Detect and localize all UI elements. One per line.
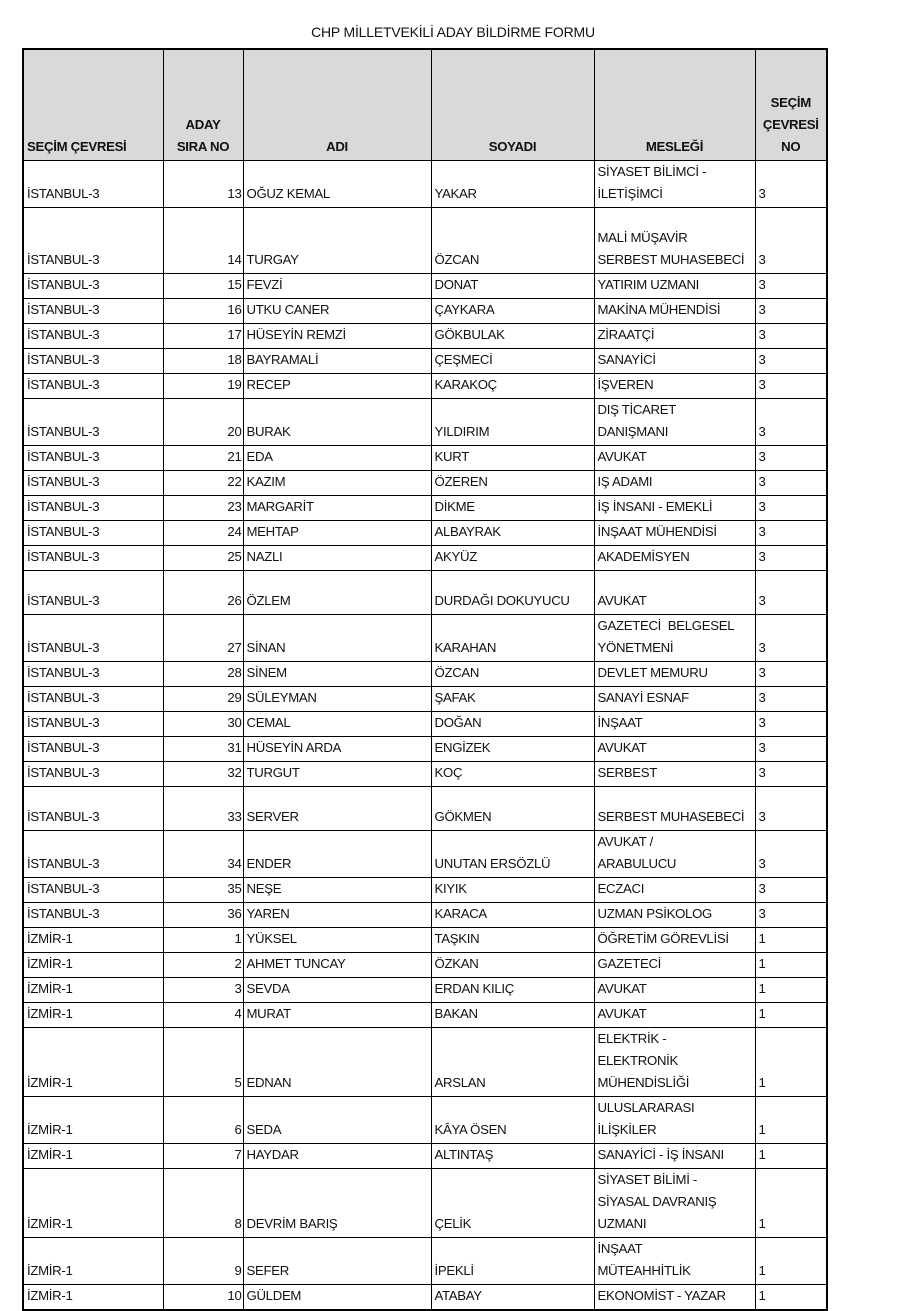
cell-soyadi: DONAT <box>431 274 594 299</box>
cell-secim-cevresi: İZMİR-1 <box>23 1169 163 1238</box>
cell-soyadi: ÖZKAN <box>431 953 594 978</box>
cell-aday-sira-no: 7 <box>163 1144 243 1169</box>
table-row <box>23 324 827 349</box>
table-row <box>23 1169 827 1238</box>
cell-aday-sira-no: 8 <box>163 1169 243 1238</box>
cell-secim-cevresi-no: 1 <box>755 1285 827 1311</box>
cell-soyadi: ALTINTAŞ <box>431 1144 594 1169</box>
cell-secim-cevresi: İSTANBUL-3 <box>23 787 163 831</box>
cell-secim-cevresi: İSTANBUL-3 <box>23 324 163 349</box>
cell-meslegi <box>594 1285 755 1311</box>
cell-aday-sira-no: 25 <box>163 546 243 571</box>
cell-adi: YAREN <box>243 903 431 928</box>
cell-secim-cevresi-no: 3 <box>755 687 827 712</box>
header-soyadi: SOYADI <box>431 49 594 161</box>
cell-secim-cevresi-no: 1 <box>755 1028 827 1097</box>
table-row <box>23 1238 827 1285</box>
cell-meslegi <box>594 737 755 762</box>
cell-meslegi <box>594 161 755 208</box>
meslek-line: YATIRIM UZMANI <box>597 277 700 292</box>
cell-adi: MARGARİT <box>243 496 431 521</box>
cell-adi: SEFER <box>243 1238 431 1285</box>
cell-meslegi <box>594 521 755 546</box>
table-row <box>23 831 827 878</box>
cell-adi: HÜSEYİN ARDA <box>243 737 431 762</box>
meslek-line: SANAYİCİ <box>597 352 656 367</box>
cell-aday-sira-no: 34 <box>163 831 243 878</box>
cell-secim-cevresi-no: 3 <box>755 324 827 349</box>
cell-secim-cevresi: İZMİR-1 <box>23 978 163 1003</box>
meslek-line: SİYASET BİLİMCİ - <box>597 164 707 179</box>
cell-meslegi <box>594 324 755 349</box>
cell-aday-sira-no: 4 <box>163 1003 243 1028</box>
table-row <box>23 615 827 662</box>
cell-adi: HÜSEYİN REMZİ <box>243 324 431 349</box>
cell-secim-cevresi-no: 3 <box>755 878 827 903</box>
cell-soyadi: KÂYA ÖSEN <box>431 1097 594 1144</box>
cell-meslegi <box>594 496 755 521</box>
cell-secim-cevresi: İSTANBUL-3 <box>23 299 163 324</box>
cell-soyadi: KARAKOÇ <box>431 374 594 399</box>
cell-secim-cevresi: İSTANBUL-3 <box>23 762 163 787</box>
cell-aday-sira-no: 30 <box>163 712 243 737</box>
cell-secim-cevresi-no: 3 <box>755 903 827 928</box>
meslek-line: AVUKAT <box>597 449 647 464</box>
cell-secim-cevresi: İSTANBUL-3 <box>23 831 163 878</box>
cell-adi: EDA <box>243 446 431 471</box>
cell-soyadi: KARACA <box>431 903 594 928</box>
cell-secim-cevresi: İSTANBUL-3 <box>23 546 163 571</box>
cell-secim-cevresi: İSTANBUL-3 <box>23 496 163 521</box>
table-row <box>23 399 827 446</box>
table-row <box>23 471 827 496</box>
cell-secim-cevresi: İZMİR-1 <box>23 928 163 953</box>
cell-secim-cevresi: İSTANBUL-3 <box>23 446 163 471</box>
cell-soyadi: ÇEŞMECİ <box>431 349 594 374</box>
cell-secim-cevresi-no: 3 <box>755 712 827 737</box>
cell-secim-cevresi-no: 3 <box>755 737 827 762</box>
cell-meslegi <box>594 953 755 978</box>
cell-meslegi <box>594 446 755 471</box>
table-row <box>23 878 827 903</box>
cell-soyadi: ERDAN KILIÇ <box>431 978 594 1003</box>
cell-aday-sira-no: 33 <box>163 787 243 831</box>
cell-secim-cevresi-no: 3 <box>755 571 827 615</box>
cell-soyadi: DOĞAN <box>431 712 594 737</box>
meslek-line: ZİRAATÇİ <box>597 327 655 342</box>
cell-meslegi <box>594 299 755 324</box>
cell-aday-sira-no: 20 <box>163 399 243 446</box>
cell-secim-cevresi: İSTANBUL-3 <box>23 571 163 615</box>
table-row <box>23 1097 827 1144</box>
table-row <box>23 496 827 521</box>
cell-secim-cevresi: İZMİR-1 <box>23 1144 163 1169</box>
cell-secim-cevresi-no: 3 <box>755 274 827 299</box>
cell-meslegi <box>594 571 755 615</box>
cell-secim-cevresi-no: 1 <box>755 928 827 953</box>
cell-meslegi <box>594 1169 755 1238</box>
cell-adi: BURAK <box>243 399 431 446</box>
cell-secim-cevresi-no: 1 <box>755 1144 827 1169</box>
cell-adi: SİNAN <box>243 615 431 662</box>
meslek-line: AVUKAT / <box>597 834 653 849</box>
cell-soyadi: ÖZEREN <box>431 471 594 496</box>
meslek-line: MÜTEAHHİTLİK <box>597 1263 691 1278</box>
cell-soyadi: KIYIK <box>431 878 594 903</box>
cell-secim-cevresi-no: 1 <box>755 978 827 1003</box>
meslek-line: SERBEST MUHASEBECİ <box>597 809 745 824</box>
meslek-line: EKONOMİST - YAZAR <box>597 1288 726 1303</box>
meslek-line: IŞ ADAMI <box>597 474 653 489</box>
cell-secim-cevresi-no: 3 <box>755 349 827 374</box>
cell-meslegi <box>594 349 755 374</box>
cell-soyadi: ŞAFAK <box>431 687 594 712</box>
meslek-line: AVUKAT <box>597 981 647 996</box>
cell-soyadi: GÖKBULAK <box>431 324 594 349</box>
cell-soyadi: ENGİZEK <box>431 737 594 762</box>
cell-secim-cevresi-no: 3 <box>755 299 827 324</box>
meslek-line: İŞVEREN <box>597 377 654 392</box>
meslek-line: SİYASET BİLİMİ - <box>597 1172 698 1187</box>
cell-meslegi <box>594 374 755 399</box>
table-row <box>23 349 827 374</box>
cell-adi: NAZLI <box>243 546 431 571</box>
cell-aday-sira-no: 36 <box>163 903 243 928</box>
meslek-line: MAKİNA MÜHENDİSİ <box>597 302 721 317</box>
cell-adi: YÜKSEL <box>243 928 431 953</box>
cell-secim-cevresi-no: 3 <box>755 471 827 496</box>
cell-meslegi <box>594 1144 755 1169</box>
cell-meslegi <box>594 399 755 446</box>
cell-meslegi <box>594 471 755 496</box>
cell-adi: TURGAY <box>243 208 431 274</box>
cell-aday-sira-no: 2 <box>163 953 243 978</box>
meslek-line: İLİŞKİLER <box>597 1122 657 1137</box>
cell-aday-sira-no: 26 <box>163 571 243 615</box>
cell-secim-cevresi-no: 1 <box>755 953 827 978</box>
cell-secim-cevresi: İZMİR-1 <box>23 1238 163 1285</box>
header-aday-sira-no: ADAY SIRA NO <box>163 49 243 161</box>
cell-secim-cevresi-no: 1 <box>755 1169 827 1238</box>
cell-secim-cevresi-no: 3 <box>755 161 827 208</box>
cell-meslegi <box>594 928 755 953</box>
cell-aday-sira-no: 19 <box>163 374 243 399</box>
header-secim-cevresi-no: SEÇİM ÇEVRESİ NO <box>755 49 827 161</box>
cell-soyadi: KURT <box>431 446 594 471</box>
meslek-line: İŞ İNSANI - EMEKLİ <box>597 499 713 514</box>
header-secim-cevresi: SEÇİM ÇEVRESİ <box>23 49 163 161</box>
cell-meslegi <box>594 1003 755 1028</box>
candidate-table <box>22 48 828 1311</box>
meslek-line: ECZACI <box>597 881 645 896</box>
cell-adi: SERVER <box>243 787 431 831</box>
table-body <box>23 161 827 1311</box>
cell-adi: EDNAN <box>243 1028 431 1097</box>
table-row <box>23 903 827 928</box>
cell-aday-sira-no: 9 <box>163 1238 243 1285</box>
cell-meslegi <box>594 208 755 274</box>
cell-adi: BAYRAMALİ <box>243 349 431 374</box>
cell-soyadi: YILDIRIM <box>431 399 594 446</box>
cell-secim-cevresi-no: 3 <box>755 546 827 571</box>
cell-secim-cevresi-no: 1 <box>755 1097 827 1144</box>
meslek-line: MÜHENDİSLİĞİ <box>597 1075 690 1090</box>
cell-adi: MURAT <box>243 1003 431 1028</box>
cell-soyadi: ALBAYRAK <box>431 521 594 546</box>
meslek-line: DIŞ TİCARET <box>597 402 677 417</box>
cell-meslegi <box>594 546 755 571</box>
cell-secim-cevresi-no: 3 <box>755 374 827 399</box>
table-row <box>23 1003 827 1028</box>
cell-secim-cevresi: İSTANBUL-3 <box>23 737 163 762</box>
meslek-line: ULUSLARARASI <box>597 1100 695 1115</box>
meslek-line: ELEKTRİK - <box>597 1031 667 1046</box>
cell-soyadi: KARAHAN <box>431 615 594 662</box>
cell-secim-cevresi: İSTANBUL-3 <box>23 349 163 374</box>
cell-soyadi: TAŞKIN <box>431 928 594 953</box>
cell-aday-sira-no: 22 <box>163 471 243 496</box>
cell-meslegi <box>594 978 755 1003</box>
meslek-line: AVUKAT <box>597 740 647 755</box>
cell-secim-cevresi: İSTANBUL-3 <box>23 615 163 662</box>
cell-aday-sira-no: 17 <box>163 324 243 349</box>
cell-meslegi <box>594 831 755 878</box>
cell-adi: HAYDAR <box>243 1144 431 1169</box>
table-row <box>23 928 827 953</box>
cell-soyadi: ÇELİK <box>431 1169 594 1238</box>
cell-meslegi <box>594 1028 755 1097</box>
meslek-line: İLETİŞİMCİ <box>597 186 663 201</box>
cell-secim-cevresi: İSTANBUL-3 <box>23 662 163 687</box>
table-row <box>23 953 827 978</box>
header-adi: ADI <box>243 49 431 161</box>
table-row <box>23 299 827 324</box>
table-row <box>23 521 827 546</box>
meslek-line: İNŞAAT MÜHENDİSİ <box>597 524 717 539</box>
cell-secim-cevresi: İSTANBUL-3 <box>23 374 163 399</box>
table-row <box>23 712 827 737</box>
cell-adi: SEDA <box>243 1097 431 1144</box>
cell-secim-cevresi: İSTANBUL-3 <box>23 399 163 446</box>
meslek-line: DANIŞMANI <box>597 424 669 439</box>
cell-adi: OĞUZ KEMAL <box>243 161 431 208</box>
meslek-line: DEVLET MEMURU <box>597 665 708 680</box>
cell-secim-cevresi: İSTANBUL-3 <box>23 712 163 737</box>
cell-meslegi <box>594 615 755 662</box>
cell-meslegi <box>594 878 755 903</box>
cell-aday-sira-no: 32 <box>163 762 243 787</box>
cell-secim-cevresi: İSTANBUL-3 <box>23 521 163 546</box>
meslek-line: SANAYİ ESNAF <box>597 690 689 705</box>
cell-soyadi: AKYÜZ <box>431 546 594 571</box>
meslek-line: GAZETECİ <box>597 956 662 971</box>
table-row <box>23 161 827 208</box>
cell-secim-cevresi-no: 3 <box>755 762 827 787</box>
header-row <box>23 49 827 161</box>
cell-secim-cevresi-no: 3 <box>755 446 827 471</box>
cell-adi: UTKU CANER <box>243 299 431 324</box>
meslek-line: SERBEST MUHASEBECİ <box>597 252 745 267</box>
cell-soyadi: UNUTAN ERSÖZLÜ <box>431 831 594 878</box>
cell-adi: TURGUT <box>243 762 431 787</box>
cell-soyadi: DURDAĞI DOKUYUCU <box>431 571 594 615</box>
cell-adi: FEVZİ <box>243 274 431 299</box>
cell-secim-cevresi: İZMİR-1 <box>23 1003 163 1028</box>
table-row <box>23 1285 827 1311</box>
cell-secim-cevresi-no: 3 <box>755 521 827 546</box>
table-row <box>23 274 827 299</box>
meslek-line: YÖNETMENİ <box>597 640 674 655</box>
meslek-line: GAZETECİ BELGESEL <box>597 618 735 633</box>
cell-meslegi <box>594 712 755 737</box>
meslek-line: SERBEST <box>597 765 657 780</box>
meslek-line: UZMAN PSİKOLOG <box>597 906 713 921</box>
form-title: CHP MİLLETVEKİLİ ADAY BİLDİRME FORMU <box>311 24 595 40</box>
cell-secim-cevresi: İZMİR-1 <box>23 953 163 978</box>
cell-aday-sira-no: 16 <box>163 299 243 324</box>
cell-meslegi <box>594 1097 755 1144</box>
cell-secim-cevresi-no: 3 <box>755 399 827 446</box>
table-row <box>23 546 827 571</box>
cell-adi: ENDER <box>243 831 431 878</box>
cell-secim-cevresi: İSTANBUL-3 <box>23 274 163 299</box>
meslek-line: MALİ MÜŞAVİR <box>597 230 688 245</box>
cell-aday-sira-no: 31 <box>163 737 243 762</box>
cell-secim-cevresi: İSTANBUL-3 <box>23 878 163 903</box>
cell-secim-cevresi-no: 3 <box>755 496 827 521</box>
meslek-line: AVUKAT <box>597 593 647 608</box>
cell-soyadi: KOÇ <box>431 762 594 787</box>
cell-aday-sira-no: 18 <box>163 349 243 374</box>
meslek-line: ÖĞRETİM GÖREVLİSİ <box>597 931 729 946</box>
cell-soyadi: DİKME <box>431 496 594 521</box>
cell-aday-sira-no: 10 <box>163 1285 243 1311</box>
cell-aday-sira-no: 15 <box>163 274 243 299</box>
cell-meslegi <box>594 762 755 787</box>
cell-soyadi: GÖKMEN <box>431 787 594 831</box>
cell-meslegi <box>594 662 755 687</box>
meslek-line: İNŞAAT <box>597 1241 643 1256</box>
table-row <box>23 662 827 687</box>
cell-aday-sira-no: 5 <box>163 1028 243 1097</box>
meslek-line: SANAYİCİ - İŞ İNSANI <box>597 1147 724 1162</box>
cell-soyadi: YAKAR <box>431 161 594 208</box>
cell-adi: SÜLEYMAN <box>243 687 431 712</box>
cell-aday-sira-no: 29 <box>163 687 243 712</box>
cell-aday-sira-no: 13 <box>163 161 243 208</box>
cell-aday-sira-no: 1 <box>163 928 243 953</box>
cell-secim-cevresi: İSTANBUL-3 <box>23 903 163 928</box>
table-row <box>23 374 827 399</box>
cell-secim-cevresi: İSTANBUL-3 <box>23 471 163 496</box>
table-row <box>23 571 827 615</box>
cell-adi: ÖZLEM <box>243 571 431 615</box>
cell-adi: SİNEM <box>243 662 431 687</box>
cell-soyadi: ÖZCAN <box>431 662 594 687</box>
table-row <box>23 1028 827 1097</box>
cell-secim-cevresi: İZMİR-1 <box>23 1285 163 1311</box>
meslek-line: AVUKAT <box>597 1006 647 1021</box>
cell-aday-sira-no: 6 <box>163 1097 243 1144</box>
cell-soyadi: ARSLAN <box>431 1028 594 1097</box>
cell-aday-sira-no: 24 <box>163 521 243 546</box>
cell-meslegi <box>594 687 755 712</box>
cell-soyadi: ATABAY <box>431 1285 594 1311</box>
cell-adi: RECEP <box>243 374 431 399</box>
cell-aday-sira-no: 27 <box>163 615 243 662</box>
cell-soyadi: BAKAN <box>431 1003 594 1028</box>
cell-aday-sira-no: 21 <box>163 446 243 471</box>
cell-adi: KAZIM <box>243 471 431 496</box>
cell-secim-cevresi: İSTANBUL-3 <box>23 208 163 274</box>
table-row <box>23 208 827 274</box>
meslek-line: UZMANI <box>597 1216 647 1231</box>
cell-secim-cevresi-no: 3 <box>755 831 827 878</box>
cell-meslegi <box>594 903 755 928</box>
cell-aday-sira-no: 23 <box>163 496 243 521</box>
cell-aday-sira-no: 3 <box>163 978 243 1003</box>
cell-soyadi: ÖZCAN <box>431 208 594 274</box>
table-row <box>23 762 827 787</box>
cell-aday-sira-no: 14 <box>163 208 243 274</box>
cell-adi: DEVRİM BARIŞ <box>243 1169 431 1238</box>
cell-soyadi: ÇAYKARA <box>431 299 594 324</box>
table-row <box>23 737 827 762</box>
cell-adi: NEŞE <box>243 878 431 903</box>
meslek-line: AKADEMİSYEN <box>597 549 690 564</box>
cell-aday-sira-no: 35 <box>163 878 243 903</box>
cell-soyadi: İPEKLİ <box>431 1238 594 1285</box>
cell-secim-cevresi-no: 1 <box>755 1238 827 1285</box>
cell-meslegi <box>594 787 755 831</box>
cell-adi: AHMET TUNCAY <box>243 953 431 978</box>
cell-aday-sira-no: 28 <box>163 662 243 687</box>
meslek-line: İNŞAAT <box>597 715 643 730</box>
cell-secim-cevresi: İZMİR-1 <box>23 1097 163 1144</box>
cell-adi: MEHTAP <box>243 521 431 546</box>
cell-adi: GÜLDEM <box>243 1285 431 1311</box>
table-row <box>23 1144 827 1169</box>
table-row <box>23 446 827 471</box>
table-row <box>23 687 827 712</box>
header-meslegi: MESLEĞİ <box>594 49 755 161</box>
cell-meslegi <box>594 1238 755 1285</box>
cell-secim-cevresi-no: 3 <box>755 787 827 831</box>
cell-secim-cevresi-no: 3 <box>755 615 827 662</box>
cell-secim-cevresi-no: 1 <box>755 1003 827 1028</box>
cell-secim-cevresi-no: 3 <box>755 208 827 274</box>
table-row <box>23 787 827 831</box>
table-row <box>23 978 827 1003</box>
cell-secim-cevresi: İSTANBUL-3 <box>23 161 163 208</box>
cell-secim-cevresi: İSTANBUL-3 <box>23 687 163 712</box>
cell-meslegi <box>594 274 755 299</box>
meslek-line: ARABULUCU <box>597 856 677 871</box>
cell-secim-cevresi-no: 3 <box>755 662 827 687</box>
meslek-line: SİYASAL DAVRANIŞ <box>597 1194 717 1209</box>
cell-adi: CEMAL <box>243 712 431 737</box>
cell-secim-cevresi: İZMİR-1 <box>23 1028 163 1097</box>
cell-adi: SEVDA <box>243 978 431 1003</box>
meslek-line: ELEKTRONİK <box>597 1053 679 1068</box>
